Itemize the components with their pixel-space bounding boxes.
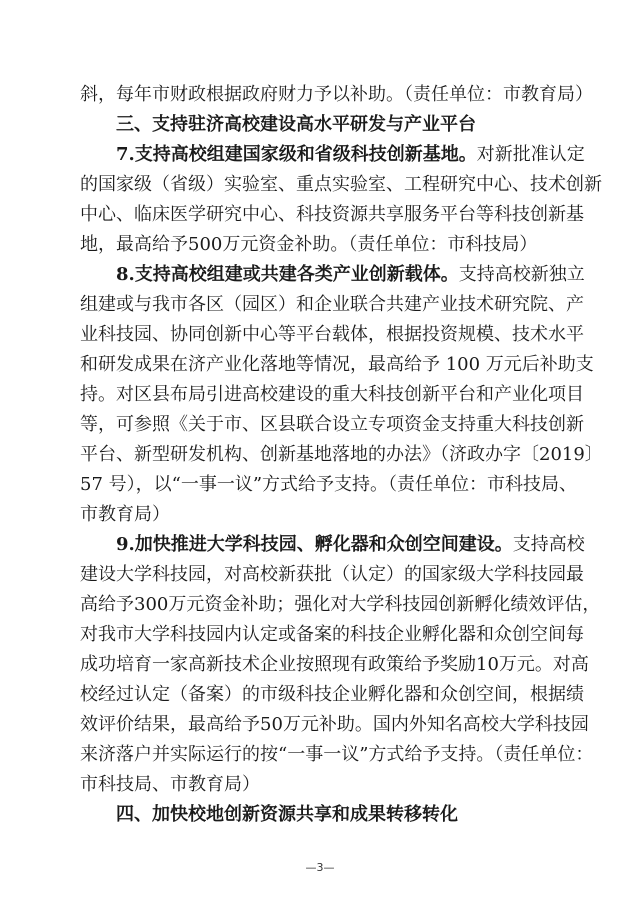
text-line: 成功培育一家高新技术企业按照现有政策给予奖励10万元。对高	[80, 654, 589, 675]
document-page	[80, 80, 603, 830]
text-line: 平台、新型研发机构、创新基地落地的办法》（济政办字〔2019〕	[80, 444, 603, 465]
text-line: 斜，每年市财政根据政府财力予以补助。（责任单位：市教育局）	[80, 84, 593, 105]
text-line: 效评价结果，最高给予50万元补助。国内外知名高校大学科技园	[80, 714, 589, 735]
paragraph-8-line	[80, 260, 585, 290]
paragraph-9-text: 支持高校	[512, 534, 585, 555]
text-line: 来济落户并实际运行的按“一事一议”方式给予支持。（责任单位：	[80, 744, 594, 765]
text-line: 地，最高给予500万元资金补助。（责任单位：市科技局）	[80, 234, 538, 255]
text-line: 57 号），以“一事一议”方式给予支持。（责任单位：市科技局、	[80, 474, 578, 495]
text-line: 组建或与我市各区（园区）和企业联合共建产业技术研究院、产	[80, 294, 584, 315]
section-heading-3: 三、支持驻济高校建设高水平研发与产业平台	[116, 114, 476, 135]
paragraph-8-text: 支持高校新独立	[458, 264, 585, 285]
text-line: 持。对区县布局引进高校建设的重大科技创新平台和产业化项目	[80, 384, 584, 405]
text-line: 等，可参照《关于市、区县联合设立专项资金支持重大科技创新	[80, 414, 584, 435]
paragraph-7-title: 7.支持高校组建国家级和省级科技创新基地。	[116, 144, 477, 165]
text-line: 市科技局、市教育局）	[80, 774, 260, 795]
paragraph-8-title: 8.支持高校组建或共建各类产业创新载体。	[116, 264, 459, 285]
text-line: 业科技园、协同创新中心等平台载体，根据投资规模、技术水平	[80, 324, 584, 345]
paragraph-9-title: 9.加快推进大学科技园、孵化器和众创空间建设。	[116, 534, 513, 555]
page-number: —3—	[305, 861, 335, 874]
paragraph-9-line	[80, 530, 585, 560]
paragraph-7-line	[80, 140, 585, 170]
text-line: 对我市大学科技园内认定或备案的科技企业孵化器和众创空间每	[80, 624, 584, 645]
text-line: 建设大学科技园，对高校新获批（认定）的国家级大学科技园最	[80, 564, 584, 585]
text-line: 和研发成果在济产业化落地等情况，最高给予 100 万元后补助支	[80, 354, 594, 375]
text-line: 高给予300万元资金补助；强化对大学科技园创新孵化绩效评估，	[80, 594, 601, 615]
paragraph-7-text: 对新批准认定	[476, 144, 585, 165]
text-line: 的国家级（省级）实验室、重点实验室、工程研究中心、技术创新	[80, 174, 602, 195]
section-heading-4: 四、加快校地创新资源共享和成果转移转化	[116, 804, 458, 825]
text-line: 市教育局）	[80, 504, 170, 525]
text-line: 校经过认定（备案）的市级科技企业孵化器和众创空间，根据绩	[80, 684, 584, 705]
text-line: 中心、临床医学研究中心、科技资源共享服务平台等科技创新基	[80, 204, 584, 225]
